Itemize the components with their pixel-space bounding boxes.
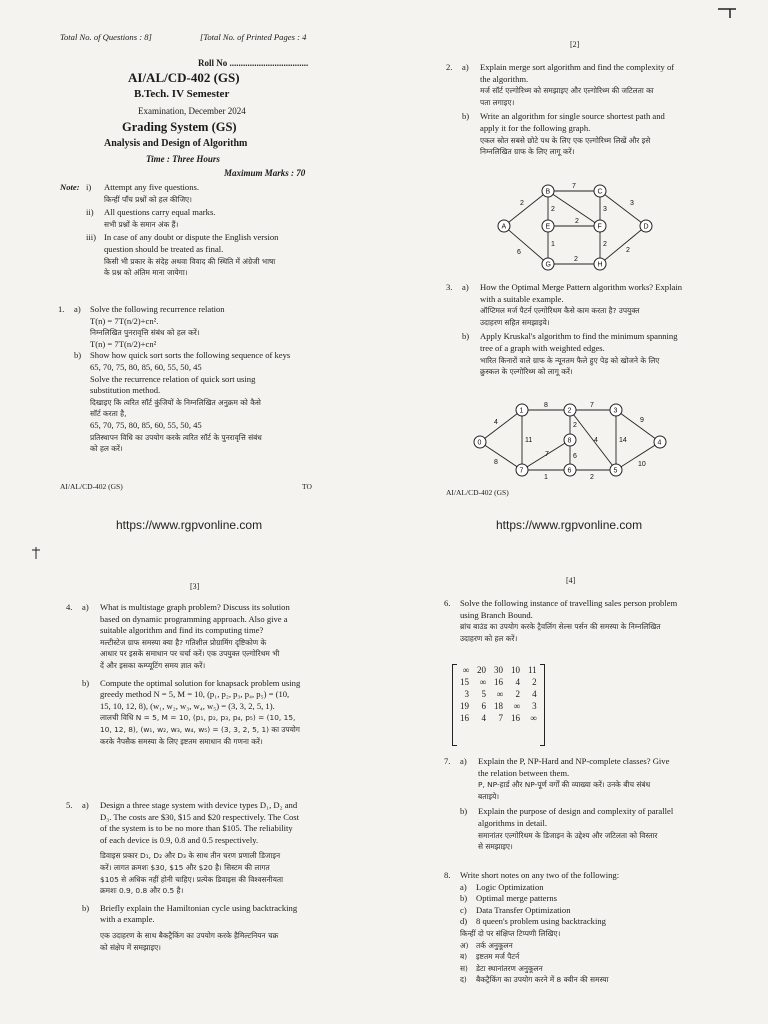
graph-node [610, 404, 622, 416]
question-text-hindi: से समझाइए। [478, 842, 513, 852]
text-span: इष्टतम मर्ज पैटर्न [476, 952, 520, 962]
graph-node [542, 220, 554, 232]
question-text: using Branch Bound. [460, 609, 533, 620]
question-text: greedy method N = 5, M = 10, (p₁, p₂, p₃, p₄, p₅) = (10, [100, 689, 290, 700]
note-num: i) [86, 182, 92, 192]
graph-label: C [597, 188, 603, 196]
question-text: apply it for the following graph. [480, 122, 591, 133]
semester: B.Tech. IV Semester [134, 88, 230, 100]
matrix-cell: 30 [494, 665, 503, 675]
question-text-hindi: एकल स्रोत सबसे छोटे पथ के लिए एक एल्गोरिथ्म लिखें और इसे [480, 135, 651, 145]
paper-code: AI/AL/CD-402 (GS) [128, 70, 240, 85]
sub-label: b) [460, 806, 468, 817]
note-text-hindi: किन्हीं पाँच प्रश्नों को हल कीजिए। [104, 194, 192, 204]
question-text: What is multistage graph problem? Discuss its solution [100, 602, 290, 612]
graph-node [654, 436, 666, 448]
graph-label: 2 [551, 206, 555, 213]
list-item [460, 916, 619, 928]
note-text: In case of any doubt or dispute the English version [104, 232, 279, 243]
matrix-cell: 6 [481, 701, 486, 711]
question-text-hindi: किन्हीं दो पर संक्षिप्त टिप्पणी लिखिए। [460, 928, 561, 938]
question-text-hindi: उदाहरण को हल करें। [460, 633, 518, 643]
question-text: Apply Kruskal's algorithm to find the minimum spanning [480, 331, 678, 342]
page-number: [4] [566, 576, 576, 585]
question-text-hindi: ब्रांच बाउंड का उपयोग करके ट्रैवलिंग सेल्स पर्सन की समस्या के निम्नलिखित [460, 622, 661, 632]
graph-label: 4 [494, 419, 498, 426]
list-item [460, 963, 619, 975]
matrix-cell: ∞ [530, 713, 537, 723]
list-item [460, 893, 619, 905]
list-item [460, 882, 619, 894]
question-text: Explain merge sort algorithm and find the complexity of [480, 62, 675, 72]
question-text: tree of a graph with weighted edges. [480, 342, 605, 353]
question-number: 4. [66, 602, 73, 612]
graph-node [564, 404, 576, 416]
roll-no: Roll No ................................... [198, 58, 309, 68]
time-allowed: Time : Three Hours [146, 154, 220, 164]
question-text: of the system is to be no more than $105. The reliability [100, 823, 293, 834]
question-3 [446, 282, 718, 378]
sub-label: a) [82, 602, 89, 612]
question-text-hindi: पता लगाइए। [480, 97, 515, 107]
question-text: Compute the optimal solution for knapsack problem using [100, 677, 301, 688]
question-text-hindi: को संक्षेप में समझाइए। [100, 942, 161, 952]
graph-label: 2 [575, 218, 579, 225]
question-text: with a example. [100, 914, 155, 925]
question-number: 5. [66, 800, 73, 810]
text-span: b) [460, 893, 468, 904]
note-text-hindi: सभी प्रश्नों के समान अंक हैं। [104, 219, 179, 229]
corner-mark [716, 5, 738, 19]
matrix-cell: 5 [481, 689, 486, 699]
question-number: 2. [446, 62, 453, 72]
key-sequence: 65, 70, 75, 80, 85, 60, 55, 50, 45 [90, 419, 202, 430]
sub-label: a) [74, 304, 81, 314]
question-2 [446, 62, 718, 158]
notes-block [60, 182, 330, 279]
graph-node [498, 220, 510, 232]
graph-label: 2 [603, 241, 607, 248]
graph-label: 4 [594, 437, 598, 444]
graph-node [564, 434, 576, 446]
matrix-cell: 19 [460, 701, 469, 711]
text-span: अ) [460, 940, 469, 950]
graph-label: 7 [590, 402, 594, 409]
note-text: Attempt any five questions. [104, 182, 199, 192]
question-8 [444, 870, 724, 986]
edge-weights [517, 183, 634, 263]
question-text-hindi: दिखाइए कि त्वरित सॉर्ट कुंजियों के निम्नलिखित अनुक्रम को कैसे [90, 397, 261, 407]
text-span: ब) [460, 952, 468, 962]
question-4 [66, 602, 328, 747]
matrix-cell: 16 [460, 713, 469, 723]
graph-label: 2 [574, 256, 578, 263]
footer-code: AI/AL/CD-402 (GS) [446, 488, 509, 497]
text-span: Logic Optimization [476, 881, 544, 892]
question-text-hindi: आधार पर इसके समाधान पर चर्चा करें। एक उपयुक्त एल्गोरिथम भी [100, 649, 280, 659]
sub-label: b) [82, 677, 90, 688]
text-span: डेटा स्थानांतरण अनुकूलन [476, 963, 543, 973]
graph-label: 8 [544, 402, 548, 409]
question-text-hindi: करें। लागत क्रमशः $30, $15 और $20 है। सिस्टम की लागत [100, 862, 270, 872]
question-text: Write an algorithm for single source shortest path and [480, 111, 665, 122]
graph-label: 7 [545, 451, 549, 458]
question-text-hindi: लालची विधि N = 5, M = 10, (p₁, p₂, p₃, p₄, p₅) = (10, 15, [100, 713, 296, 723]
graph-label: 11 [525, 437, 533, 444]
text-span: 8 queen's problem using backtracking [476, 916, 606, 927]
graph-label: 14 [619, 437, 627, 444]
question-text-hindi: 10, 12, 8), (w₁, w₂, w₃, w₄, w₅) = (3, 3, 2, 5, 1) का उपयोग [100, 724, 300, 734]
note-text: question should be treated as final. [104, 243, 224, 254]
key-sequence: 65, 70, 75, 80, 85, 60, 55, 50, 45 [90, 361, 202, 372]
graph-node [516, 404, 528, 416]
exam-session: Examination, December 2024 [138, 106, 246, 116]
question-text-hindi: निम्नलिखित ग्राफ के लिए लागू करें। [480, 147, 575, 157]
matrix-cell: ∞ [496, 689, 503, 699]
question-number: 8. [444, 870, 451, 880]
question-text: Write short notes on any two of the following: [460, 870, 620, 880]
graph-label: 4 [657, 439, 662, 447]
question-1 [58, 304, 330, 455]
graph-label: F [597, 223, 602, 231]
question-text: How the Optimal Merge Pattern algorithm works? Explain [480, 282, 682, 292]
question-number: 7. [444, 756, 451, 766]
note-text: All questions carry equal marks. [104, 207, 216, 218]
question-text-hindi: बताइये। [478, 791, 500, 801]
note-label: Note: [60, 182, 80, 192]
list-item [460, 951, 619, 963]
list-item [460, 905, 619, 917]
sub-label: a) [462, 282, 469, 292]
graph-node [610, 464, 622, 476]
website-url[interactable]: https://www.rgpvonline.com [496, 518, 643, 532]
matrix-cell: 2 [532, 677, 537, 687]
question-text: Solve the following instance of travelling sales person problem [460, 598, 678, 608]
question-text: algorithms in detail. [478, 817, 547, 828]
cost-matrix [452, 664, 541, 724]
question-text-hindi: क्रुस्कल के एल्गोरिथ्म को लागू करें। [480, 367, 573, 377]
question-text: Explain the purpose of design and complexity of parallel [478, 806, 674, 817]
question-text-hindi: को हल करें। [90, 444, 123, 454]
graph-label: 7 [519, 467, 524, 475]
question-text-hindi: एक उदाहरण के साथ बैकट्रैकिंग का उपयोग करके हैमिल्टनियन चक्र [100, 930, 279, 940]
list-item [460, 940, 619, 952]
matrix-cell: 20 [477, 665, 486, 675]
text-span: स) [460, 963, 468, 973]
crop-mark [30, 546, 42, 560]
text-span: a) [460, 881, 467, 892]
matrix-cell: 16 [511, 713, 520, 723]
question-text: based on dynamic programming approach. Also give a [100, 613, 288, 624]
list-item [460, 974, 619, 986]
graph-label: 10 [638, 461, 646, 468]
graph-node [594, 185, 606, 197]
sub-label: a) [460, 756, 467, 766]
text-span: d) [460, 916, 468, 927]
sub-label: b) [462, 331, 470, 342]
graph-label: G [545, 261, 551, 269]
footer-to: TO [302, 482, 312, 491]
graph-label: 0 [477, 439, 482, 447]
graph-label: 6 [567, 467, 572, 475]
shortest-path-graph [490, 180, 670, 275]
question-text: with a suitable example. [480, 293, 564, 304]
question-text: the algorithm. [480, 73, 529, 84]
graph-label: H [597, 261, 603, 269]
text-span: तर्क अनुकूलन [476, 940, 513, 950]
matrix-row [456, 688, 541, 700]
matrix-cell: 7 [498, 713, 503, 723]
note-num: iii) [86, 232, 97, 243]
graph-label: E [545, 223, 551, 231]
question-text: Design a three stage system with device types D₁, D₂ and [100, 800, 298, 810]
question-7 [444, 756, 724, 853]
footer-code: AI/AL/CD-402 (GS) [60, 482, 123, 491]
matrix-cell: 2 [515, 689, 520, 699]
subject-title: Analysis and Design of Algorithm [104, 138, 248, 149]
graph-label: 6 [517, 249, 521, 256]
graph-label: 1 [519, 407, 524, 415]
graph-label: 6 [573, 453, 577, 460]
graph-label: 3 [613, 407, 618, 415]
graph-node [542, 258, 554, 270]
matrix-cell: 3 [532, 701, 537, 711]
question-number: 3. [446, 282, 453, 292]
matrix-cell: ∞ [479, 677, 486, 687]
website-url[interactable]: https://www.rgpvonline.com [116, 518, 263, 532]
graph-node [564, 464, 576, 476]
matrix-row [456, 664, 541, 676]
matrix-row [456, 700, 541, 712]
question-text-hindi: मर्ज सॉर्ट एल्गोरिथ्म को समझाइए और एल्गोरिथ्म की जटिलता का [480, 86, 654, 96]
question-number: 1. [58, 304, 65, 314]
matrix-cell: 11 [528, 665, 537, 675]
matrix-cell: 3 [464, 689, 469, 699]
question-text: Show how quick sort sorts the following sequence of keys [90, 350, 291, 361]
matrix-cell: 18 [494, 701, 503, 711]
matrix-row [456, 676, 541, 688]
sub-label: a) [462, 62, 469, 72]
page-number: [2] [570, 40, 580, 49]
graph-node [594, 220, 606, 232]
matrix-cell: ∞ [462, 665, 469, 675]
question-text: Explain the P, NP-Hard and NP-complete classes? Give [478, 756, 670, 766]
graph-node [640, 220, 652, 232]
matrix-cell: 4 [515, 677, 520, 687]
text-span: Optimal merge patterns [476, 893, 557, 904]
sub-label: b) [82, 902, 90, 913]
matrix-cell: 16 [494, 677, 503, 687]
question-text: Briefly explain the Hamiltonian cycle using backtracking [100, 902, 298, 913]
question-text-hindi: निम्नलिखित पुनरावृत्ति संबंध को हल करें। [90, 328, 200, 338]
question-text: substitution method. [90, 385, 161, 396]
question-text-hindi: ऑप्टिमल मर्ज पैटर्न एल्गोरिथम कैसे काम करता है? उपयुक्त [480, 306, 640, 316]
question-6 [444, 598, 724, 644]
matrix-row [456, 712, 541, 724]
question-text: 15, 10, 12, 8), (w₁, w₂, w₃, w₄, w₅) = (3, 3, 2, 5, 1). [100, 700, 275, 711]
question-text-hindi: भारित किनारों वाले ग्राफ के न्यूनतम फैले हुए पेड़ को खोजने के लिए [480, 355, 660, 365]
graph-node [474, 436, 486, 448]
matrix-cell: 10 [511, 665, 520, 675]
text-span: बैकट्रैकिंग का उपयोग करने में 8 क्वीन की समस्या [476, 975, 609, 985]
graph-label: 8 [567, 437, 572, 445]
equation: T(n) = 7T(n/2)+cn². [90, 315, 159, 326]
graph-label: 3 [630, 200, 634, 207]
question-text-hindi: करके नैपसैक समस्या के लिए इष्टतम समाधान की गणना करें। [100, 736, 263, 746]
question-text-hindi: P, NP-हार्ड और NP-पूर्ण वर्गों की व्याख्या करें। उनके बीच संबंध [478, 780, 651, 790]
question-text: the relation between them. [478, 767, 570, 778]
question-text: Solve the recurrence relation of quick sort using [90, 373, 256, 384]
total-questions: Total No. of Questions : 8] [60, 32, 152, 42]
graph-label: 2 [520, 200, 524, 207]
question-text-hindi: $105 से अधिक नहीं होनी चाहिए। प्रत्येक डिवाइस की विश्वसनीयता [100, 874, 283, 884]
question-text-hindi: डिवाइस प्रकार D₁, D₂ और D₃ के साथ तीन चरण प्रणाली डिजाइन [100, 851, 281, 861]
question-text-hindi: उदाहरण सहित समझाइये। [480, 317, 550, 327]
graph-label: 2 [567, 407, 572, 415]
note-num: ii) [86, 207, 94, 218]
max-marks: Maximum Marks : 70 [224, 168, 306, 178]
graph-label: 1 [551, 241, 555, 248]
graph-label: 3 [603, 206, 607, 213]
graph-node [542, 185, 554, 197]
graph-label: D [643, 223, 649, 231]
text-span: c) [460, 904, 467, 915]
note-text-hindi: किसी भी प्रकार के संदेह अथवा विवाद की स्थिति में अंग्रेजी भाषा [104, 256, 276, 266]
graph-label: 7 [572, 183, 576, 190]
graph-label: 2 [590, 474, 594, 481]
question-text-hindi: क्रमशः 0.9, 0.8 और 0.5 है। [100, 886, 184, 896]
graph-label: 1 [544, 474, 548, 481]
text-span: द) [460, 975, 467, 985]
question-text-hindi: प्रतिस्थापन विधि का उपयोग करके त्वरित सॉर्ट के पुनरावृत्ति संबंध [90, 432, 262, 442]
matrix-cell: 15 [460, 677, 469, 687]
matrix-cell: ∞ [513, 701, 520, 711]
text-span: Data Transfer Optimization [476, 904, 571, 915]
total-pages: [Total No. of Printed Pages : 4 [200, 32, 307, 42]
matrix-cell: 4 [532, 689, 537, 699]
question-number: 6. [444, 598, 451, 608]
question-text-hindi: मल्टीस्टेज ग्राफ समस्या क्या है? गतिशील प्रोग्रामिंग दृष्टिकोण के [100, 637, 267, 647]
note-text-hindi: के प्रश्न को अंतिम माना जायेगा। [104, 268, 188, 278]
graph-label: 2 [573, 422, 577, 429]
graph-label: B [545, 188, 551, 196]
question-text-hindi: समानांतर एल्गोरिथम के डिजाइन के उद्देश्य और जटिलता को विस्तार [478, 830, 658, 840]
matrix-cell: 4 [481, 713, 486, 723]
question-text: of each device is 0.9, 0.8 and 0.5 respectively. [100, 834, 259, 845]
question-text-hindi: सॉर्ट करता है, [90, 409, 127, 419]
graph-label: 9 [640, 417, 644, 424]
question-text: D₃. The costs are $30, $15 and $20 respectively. The Cost [100, 811, 300, 822]
graph-label: 2 [626, 247, 630, 254]
sub-label: a) [82, 800, 89, 810]
sub-label: b) [74, 350, 82, 361]
equation: T(n) = 7T(n/2)+cn² [90, 338, 157, 349]
graph-label: A [501, 223, 507, 231]
question-5 [66, 800, 328, 953]
question-text: suitable algorithm and find its computing time? [100, 625, 264, 636]
graph-node [594, 258, 606, 270]
kruskal-graph [470, 400, 670, 482]
sub-label: b) [462, 111, 470, 122]
grading-system: Grading System (GS) [122, 120, 237, 134]
graph-label: 5 [613, 467, 618, 475]
graph-node [516, 464, 528, 476]
graph-label: 8 [494, 459, 498, 466]
question-text: Solve the following recurrence relation [90, 304, 225, 314]
page-number: [3] [190, 582, 200, 591]
question-text-hindi: दें और इसका कम्प्यूटिंग समय ज्ञात करें। [100, 660, 206, 670]
